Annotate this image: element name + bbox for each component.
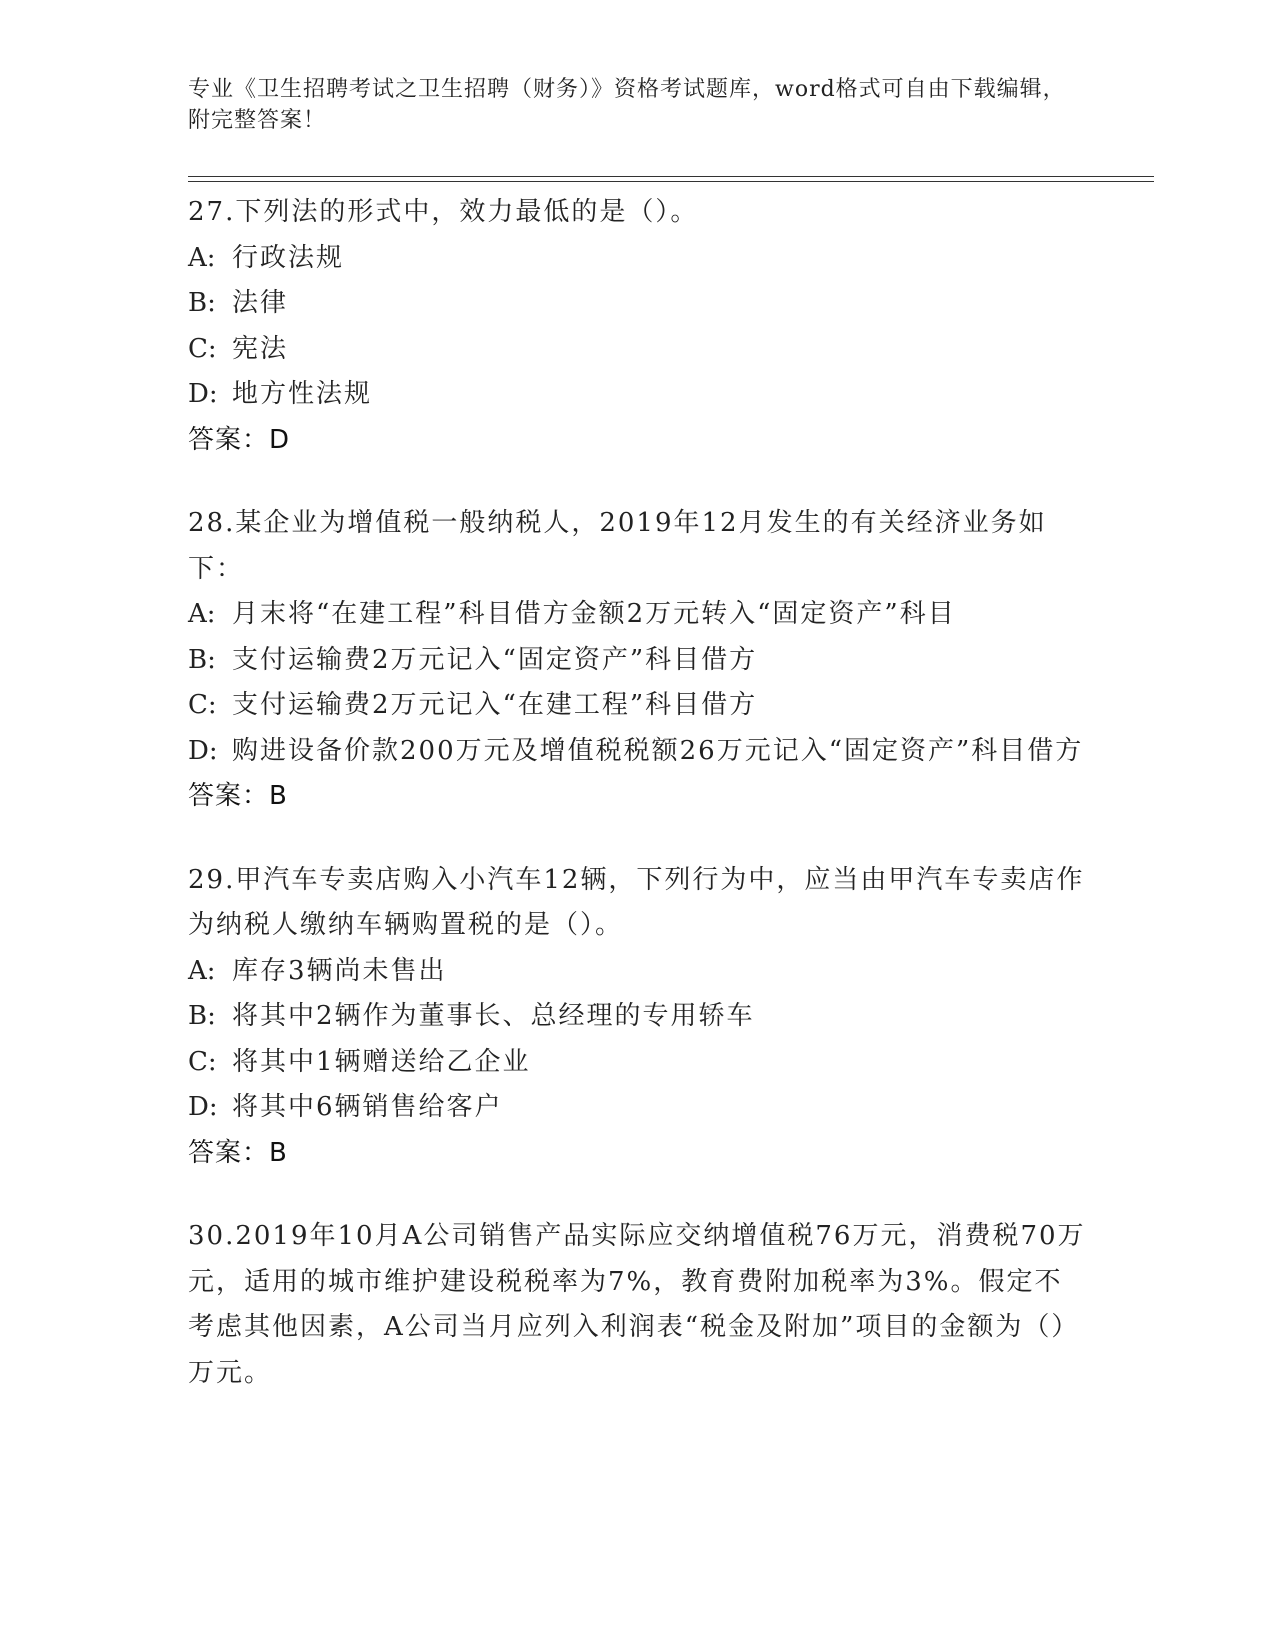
- option-c: [188, 327, 1088, 373]
- option-c: [188, 683, 1088, 729]
- option-d: [188, 1085, 1088, 1131]
- question-27: [188, 190, 1088, 463]
- question-stem: 29.甲汽车专卖店购入小汽车12辆，下列行为中，应当由甲汽车专卖店作为纳税人缴纳车辆购置税的是（）。: [188, 864, 1085, 940]
- option-key: D:: [188, 1092, 218, 1122]
- option-key: B:: [188, 288, 216, 318]
- question-list: [188, 190, 1088, 1434]
- option-text: 将其中2辆作为董事长、总经理的专用轿车: [232, 1001, 755, 1031]
- option-a: [188, 592, 1088, 638]
- option-text: 将其中6辆销售给客户: [232, 1092, 503, 1122]
- option-text: 购进设备价款200万元及增值税税额26万元记入“固定资产”科目借方: [232, 735, 1084, 766]
- option-a: [188, 236, 1088, 282]
- option-text: 将其中1辆赠送给乙企业: [232, 1046, 531, 1077]
- option-key: A:: [188, 242, 216, 273]
- option-key: D:: [188, 735, 218, 766]
- question-stem: 27.下列法的形式中，效力最低的是（）。: [188, 197, 699, 227]
- option-b: [188, 994, 1088, 1040]
- option-key: B:: [188, 1001, 216, 1031]
- option-key: A:: [188, 599, 216, 629]
- question-28: [188, 501, 1088, 820]
- option-key: C:: [188, 690, 217, 720]
- question-stem: 28.某企业为增值税一般纳税人，2019年12月发生的有关经济业务如下：: [188, 508, 1047, 584]
- option-key: C:: [188, 333, 217, 364]
- answer: 答案：D: [188, 424, 291, 455]
- option-text: 地方性法规: [232, 379, 373, 409]
- option-d: [188, 729, 1088, 775]
- option-text: 宪法: [232, 333, 289, 364]
- option-c: [188, 1040, 1088, 1086]
- option-b: [188, 638, 1088, 684]
- header-rule-bottom: [188, 181, 1154, 182]
- option-text: 行政法规: [232, 242, 345, 273]
- option-text: 支付运输费2万元记入“固定资产”科目借方: [232, 644, 758, 675]
- option-text: 库存3辆尚未售出: [232, 955, 447, 986]
- question-stem: 30.2019年10月A公司销售产品实际应交纳增值税76万元，消费税70万元，适用的城市维护建设税税率为7%，教育费附加税率为3%。假定不考虑其他因素，A公司当月应列入利润表“税金及附加”项目的金额为（）万元。: [188, 1221, 1086, 1388]
- answer: 答案：B: [188, 781, 288, 811]
- option-key: A:: [188, 955, 216, 986]
- option-key: B:: [188, 644, 216, 675]
- option-text: 支付运输费2万元记入“在建工程”科目借方: [232, 690, 758, 720]
- option-d: [188, 372, 1088, 418]
- option-key: D:: [188, 379, 218, 409]
- option-a: [188, 949, 1088, 995]
- option-text: 月末将“在建工程”科目借方金额2万元转入“固定资产”科目: [232, 599, 956, 629]
- option-key: C:: [188, 1046, 217, 1077]
- question-29: [188, 858, 1088, 1177]
- header-rule-top: [188, 176, 1154, 177]
- question-30: [188, 1214, 1088, 1396]
- document-header: 专业《卫生招聘考试之卫生招聘（财务）》资格考试题库，word格式可自由下载编辑，附完整答案！: [188, 77, 1066, 133]
- answer: 答案：B: [188, 1137, 288, 1168]
- option-b: [188, 281, 1088, 327]
- option-text: 法律: [232, 288, 289, 318]
